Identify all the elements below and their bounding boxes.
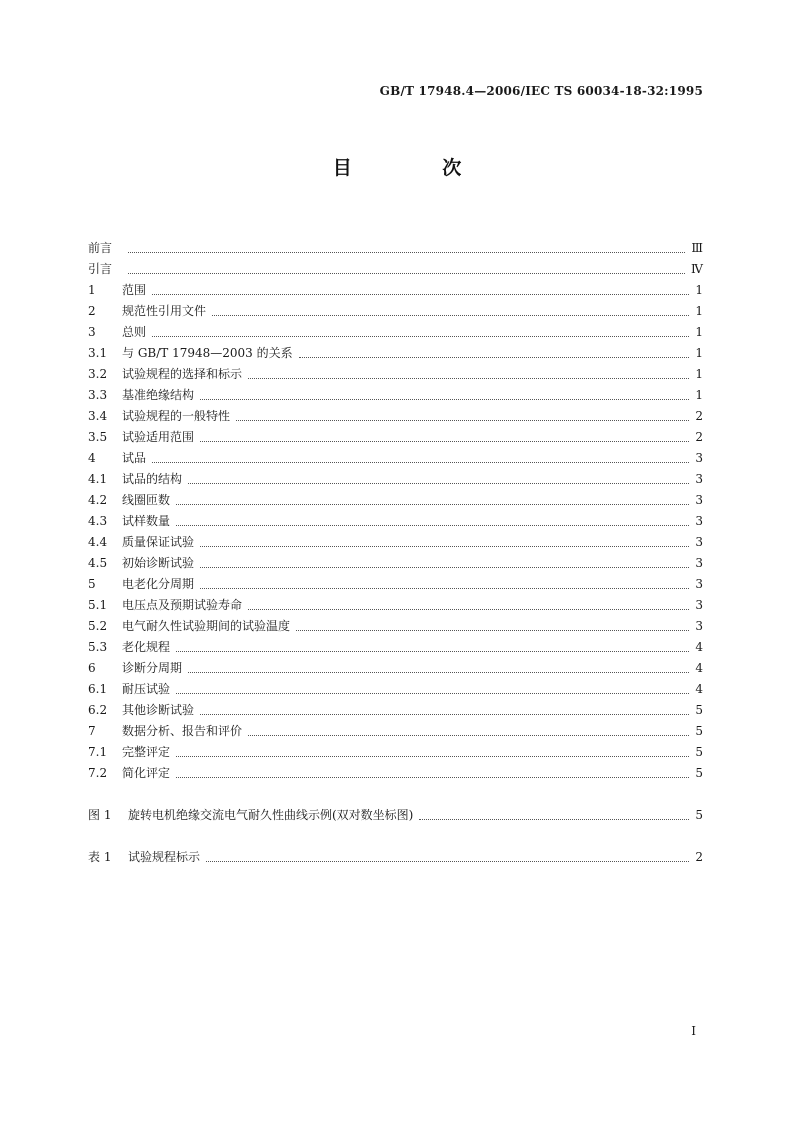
toc-entry-number: 5.1 [88,598,108,612]
toc-entry-title: 试品 [122,451,147,465]
toc-entry[interactable] [88,679,703,700]
toc-entry-page: 5 [695,766,703,780]
toc-entry[interactable] [88,805,703,826]
toc-entry-page: 3 [695,493,703,507]
toc-entry[interactable] [88,238,703,259]
toc-entry-title: 与 GB/T 17948—2003 的关系 [122,346,293,360]
toc-entry-title: 总则 [122,325,147,339]
toc-entry-page: 2 [695,409,703,423]
toc-entry-number: 图 1 [88,808,112,822]
toc-entry-page: 2 [695,430,703,444]
dot-leader [296,629,689,631]
toc-entry[interactable] [88,595,703,616]
toc-entry-number: 2 [88,304,96,318]
dot-leader [236,419,689,421]
dot-leader [248,608,689,610]
toc-entry-title: 初始诊断试验 [122,556,195,570]
toc-entry[interactable] [88,616,703,637]
toc-entry-number: 4.5 [88,556,108,570]
toc-entry[interactable] [88,847,703,868]
toc-entry[interactable] [88,322,703,343]
toc-entry-number: 6 [88,661,96,675]
toc-entry[interactable] [88,532,703,553]
toc-entry-number: 6.2 [88,703,108,717]
toc-entry-title: 试验规程的一般特性 [122,409,231,423]
toc-table-list [88,847,703,868]
dot-leader [200,566,689,568]
toc-entry-number: 7 [88,724,96,738]
toc-entry-title: 数据分析、报告和评价 [122,724,243,738]
toc-entry[interactable] [88,259,703,280]
toc-entry-number: 4.2 [88,493,108,507]
toc-entry[interactable] [88,343,703,364]
toc-entry-number: 4.4 [88,535,108,549]
dot-leader [200,440,689,442]
toc-entry-title: 完整评定 [122,745,171,759]
toc-entry-title: 耐压试验 [122,682,171,696]
toc-entry-page: 1 [695,388,703,402]
toc-entry-page: 3 [695,472,703,486]
dot-leader [200,398,689,400]
toc-entry-page: 4 [695,640,703,654]
toc-entry[interactable] [88,301,703,322]
toc-entry[interactable] [88,448,703,469]
standard-code: GB/T 17948.4—2006/IEC TS 60034-18-32:1995 [379,84,703,98]
toc-entry[interactable] [88,637,703,658]
toc-entry[interactable] [88,406,703,427]
toc-entry[interactable] [88,721,703,742]
dot-leader [188,671,689,673]
toc-entry-page: 1 [695,325,703,339]
toc-entry-title: 试品的结构 [122,472,183,486]
toc-entry-number: 表 1 [88,850,112,864]
toc-entry-title: 电压点及预期试验寿命 [122,598,243,612]
dot-leader [176,524,689,526]
toc-entry-number: 3.3 [88,388,108,402]
dot-leader [200,713,689,715]
toc-entry-page: 3 [695,598,703,612]
table-of-contents [88,238,703,868]
dot-leader [200,545,689,547]
dot-leader [176,503,689,505]
toc-entry-page: 2 [695,850,703,864]
toc-entry-number: 5 [88,577,96,591]
toc-entry-title: 规范性引用文件 [122,304,207,318]
toc-entry-number: 3.1 [88,346,108,360]
toc-entry-title: 试验规程的选择和标示 [122,367,243,381]
toc-entry-title: 电老化分周期 [122,577,195,591]
toc-entry[interactable] [88,364,703,385]
toc-entry-number: 3 [88,325,96,339]
toc-entry-page: 1 [695,367,703,381]
toc-entry-page: 3 [695,577,703,591]
dot-leader [128,272,685,274]
toc-entry-title: 范围 [122,283,147,297]
toc-entry-number: 5.2 [88,619,108,633]
toc-entry-title: 基准绝缘结构 [122,388,195,402]
toc-entry-title: 试验适用范围 [122,430,195,444]
toc-figure-list [88,805,703,826]
dot-leader [176,650,689,652]
toc-entry-number: 3.2 [88,367,108,381]
toc-entry-page: 3 [695,535,703,549]
toc-entry-number: 4.3 [88,514,108,528]
toc-entry-page: 3 [695,451,703,465]
toc-entry-number: 3.4 [88,409,108,423]
dot-leader [206,860,689,862]
toc-entry-page: 5 [695,724,703,738]
toc-entry-title: 质量保证试验 [122,535,195,549]
toc-entry-number: 4.1 [88,472,108,486]
dot-leader [176,692,689,694]
toc-entry-title: 简化评定 [122,766,171,780]
toc-entry-number: 7.2 [88,766,108,780]
dot-leader [200,587,689,589]
toc-entry-title: 试验规程标示 [128,850,201,864]
toc-entry-title: 老化规程 [122,640,171,654]
dot-leader [176,776,689,778]
toc-entry-page: 5 [695,745,703,759]
toc-title: 目 次 [332,157,504,179]
toc-entry[interactable] [88,385,703,406]
dot-leader [212,314,689,316]
toc-entry[interactable] [88,469,703,490]
dot-leader [152,461,689,463]
toc-entry-number: 4 [88,451,96,465]
page-number: Ⅰ [691,1024,696,1038]
dot-leader [248,734,689,736]
toc-entry-number: 前言 [88,241,113,255]
toc-entry-title: 其他诊断试验 [122,703,195,717]
toc-spacer [88,784,703,805]
toc-entries [88,238,703,784]
toc-entry-number: 引言 [88,262,113,276]
toc-entry-page: Ⅳ [691,262,703,276]
toc-entry[interactable] [88,763,703,784]
toc-entry[interactable] [88,742,703,763]
toc-entry-page: 1 [695,346,703,360]
toc-entry[interactable] [88,553,703,574]
toc-entry-title: 线圈匝数 [122,493,171,507]
toc-entry-page: Ⅲ [691,241,703,255]
toc-entry-title: 诊断分周期 [122,661,183,675]
toc-entry-page: 5 [695,808,703,822]
toc-entry-number: 5.3 [88,640,108,654]
toc-entry[interactable] [88,574,703,595]
dot-leader [299,356,689,358]
toc-entry-title: 试样数量 [122,514,171,528]
toc-entry-number: 3.5 [88,430,108,444]
dot-leader [152,293,689,295]
dot-leader [152,335,689,337]
dot-leader [176,755,689,757]
toc-entry[interactable] [88,511,703,532]
dot-leader [128,251,685,253]
toc-entry-page: 3 [695,619,703,633]
toc-spacer [88,826,703,847]
toc-entry-page: 1 [695,283,703,297]
dot-leader [188,482,689,484]
toc-entry[interactable] [88,700,703,721]
toc-entry-page: 4 [695,682,703,696]
toc-entry-page: 3 [695,514,703,528]
toc-entry[interactable] [88,427,703,448]
toc-entry-page: 3 [695,556,703,570]
toc-entry-number: 7.1 [88,745,108,759]
dot-leader [419,818,689,820]
toc-entry[interactable] [88,658,703,679]
toc-entry-page: 1 [695,304,703,318]
toc-entry-page: 5 [695,703,703,717]
toc-entry-number: 6.1 [88,682,108,696]
toc-entry[interactable] [88,280,703,301]
toc-entry-title: 电气耐久性试验期间的试验温度 [122,619,291,633]
toc-entry[interactable] [88,490,703,511]
toc-entry-page: 4 [695,661,703,675]
toc-entry-number: 1 [88,283,96,297]
dot-leader [248,377,689,379]
toc-entry-title: 旋转电机绝缘交流电气耐久性曲线示例(双对数坐标图) [128,808,414,822]
